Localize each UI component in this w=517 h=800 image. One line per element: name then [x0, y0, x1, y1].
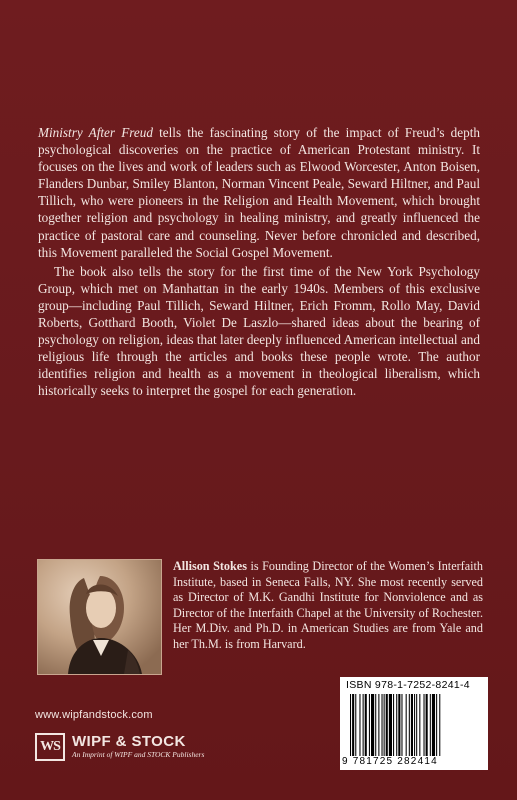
- author-photo: [37, 559, 162, 675]
- book-title: Ministry After Freud: [38, 125, 153, 140]
- description-paragraph-1: [38, 124, 480, 261]
- description-text-1: tells the fascinating story of the impact of Freud’s depth psychological discoveries on the practice of American Protestant ministry. It focuses on the lives and work of leaders such as Elwood Worcester, Anton Boisen, Flanders Dunbar, Smiley Blanton, Norman Vincent Peale, Seward Hiltner, and Paul Tillich, who were pioneers in the Religion and Health Movement, which brought together religion and psychology in healing ministry, and greatly influenced the practice of pastoral care and counseling. Never before chronicled and described, this Movement paralleled the Social Gospel Movement.: [38, 125, 480, 260]
- author-bio: [173, 559, 483, 653]
- publisher-website[interactable]: www.wipfandstock.com: [35, 709, 153, 721]
- publisher-imprint: An Imprint of WIPF and STOCK Publishers: [72, 750, 205, 759]
- book-description: [38, 124, 480, 400]
- barcode-icon: [346, 694, 482, 756]
- author-name: Allison Stokes: [173, 559, 247, 573]
- publisher-text: [72, 734, 204, 760]
- barcode-digits: 9 781725 282414: [342, 756, 438, 767]
- author-portrait-image: [38, 560, 161, 674]
- publisher-logo-icon: WS: [35, 733, 65, 761]
- description-paragraph-2: The book also tells the story for the first time of the New York Psychology Group, which met on Manhattan in the early 1940s. Members of this exclusive group—including Paul Tillich, Seward Hiltner, Erich Fromm, Rollo May, David Roberts, Gotthard Booth, Violet De Laszlo—shared ideas about the bearing of psychology on religion, ideas that later deeply influenced American intellectual and religious life through the articles and books these people wrote. The author identifies religion and health as a movement in theological liberalism, which historically seeks to interpret the gospel for each generation.: [38, 263, 480, 399]
- isbn-label: ISBN 978-1-7252-8241-4: [346, 679, 470, 691]
- publisher-name: WIPF & STOCK: [72, 733, 186, 750]
- isbn-barcode: [340, 677, 488, 770]
- author-bio-text: is Founding Director of the Women’s Interfaith Institute, based in Seneca Falls, NY. She most recently served as Director of M.K. Gandhi Institute for Nonviolence and as Director of the Interfaith Chapel at the University of Rochester. Her M.Div. and Ph.D. in American Studies are from Yale and her Th.M. is from Harvard.: [173, 559, 483, 651]
- publisher-block: [35, 732, 204, 762]
